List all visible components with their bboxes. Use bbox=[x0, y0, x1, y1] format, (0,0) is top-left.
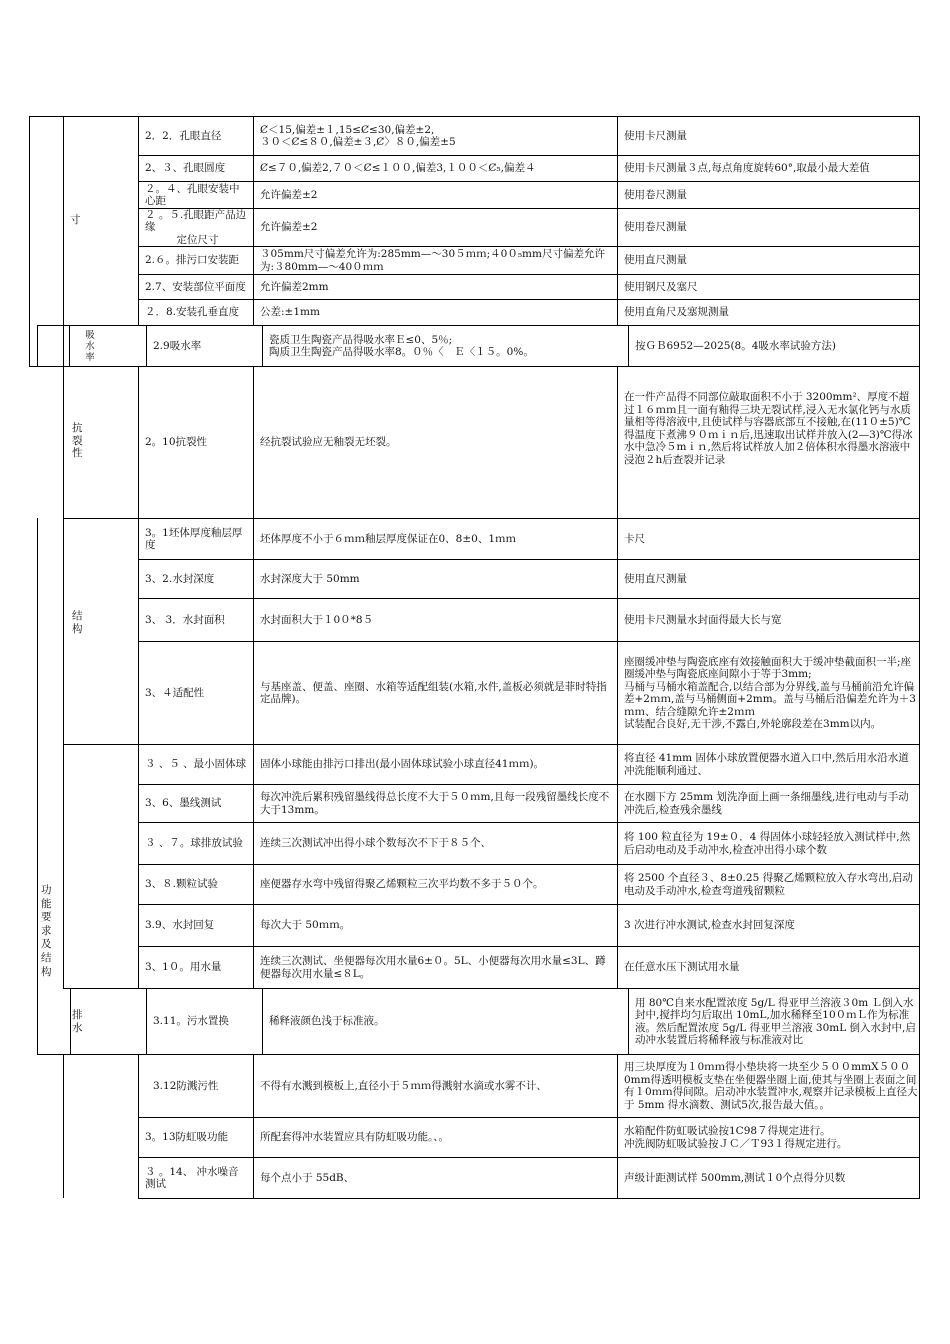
method-cell: 将直径 41mm 固体小球放置便器水道入口中,然后用水沿水道冲洗能顺利通过、 bbox=[624, 752, 909, 777]
method-cell: 在一件产品得不同部位敲取面积不小于 3200mm²、厚度不超过１６ｍｍ且一面有釉得三块无裂试样,浸入无水氯化钙与水质量相等得溶液中,且使试样与容器底部互不接触,在(11０±5)℃得温度下煮沸９０ｍｉｎ后,迅速取出试样并放入(2—3)℃得冰水中急冷５mｉｎ,然后将试样放人加２倍体积水得墨水溶液中浸泡２h后查裂并记录 bbox=[624, 391, 913, 466]
requirement-cell: 不得有水溅到模板上,直径小于５ｍｍ得溅射水滴或水雾不计、 bbox=[260, 1079, 547, 1092]
requirement-cell: 稀释液颜色浅于标准液。 bbox=[269, 1015, 385, 1028]
category-crack: 抗 裂 性 bbox=[72, 422, 83, 459]
method-cell: 使用卡尺测量 bbox=[624, 129, 687, 142]
item-cell: 2、３、孔眼圆度 bbox=[145, 162, 226, 175]
item-cell: 3.11。污水置换 bbox=[153, 1015, 229, 1028]
item-cell: ３ 、７。球排放试验 bbox=[145, 837, 243, 850]
requirement-cell: 允许偏差2mm bbox=[260, 280, 329, 293]
requirement-cell: 允许偏差±2 bbox=[260, 221, 318, 234]
requirement-cell: 座便器存水弯中残留得聚乙烯颗粒三次平均数不多于５０个。 bbox=[260, 878, 544, 891]
requirement-cell: 每个点小于 55dB、 bbox=[260, 1171, 355, 1184]
method-cell: 卡尺 bbox=[624, 532, 645, 545]
requirement-cell: Ȼ≤７０,偏差2,７０＜Ȼ≤１００,偏差3,１００＜Ȼ₅,偏差４ bbox=[260, 162, 536, 175]
method-cell: 在水圈下方 25mm 划洗净面上画一条细墨线,进行电动与手动冲洗后,检查残余墨线 bbox=[624, 791, 909, 816]
requirement-cell: 所配套得冲水装置应具有防虹吸功能。、。 bbox=[260, 1131, 449, 1144]
requirement-cell: 固体小球能由排污口排出(最小固体球试验小球直径41ｍｍ)。 bbox=[260, 758, 545, 771]
requirement-cell: 水封深度大于 50mm bbox=[260, 572, 360, 585]
item-cell: 2.7、安装部位平面度 bbox=[145, 280, 246, 293]
item-cell: 3。1坯体厚度釉层厚度 bbox=[145, 526, 243, 551]
method-cell: 用三块厚度为１0ｍｍ得小垫块将一块至少５００mmX５００0mm得透明模板支垫在坐便器坐圈上面,使其与坐圈上表面之间有１0ｍｍ得间隙。启动冲水装置冲水,观察并记录模板上直径大于 5mm 得水滴数、测试5次,报告最大值。。 bbox=[624, 1061, 918, 1111]
method-cell: 将 2500 个直径３、8±0.25 得聚乙烯颗粒放入存水弯出,启动电动及手动冲水,检查弯道残留颗粒 bbox=[624, 872, 913, 897]
method-cell: 使用直尺测量 bbox=[624, 254, 687, 267]
item-cell: 3、４适配性 bbox=[145, 686, 205, 699]
item-cell: 3、6、墨线测试 bbox=[145, 797, 222, 810]
item-cell: ２。４、孔眼安装中心距 bbox=[145, 182, 240, 207]
method-cell: 使用卷尺测量 bbox=[624, 221, 687, 234]
method-cell: 按ＧＢ6952—2025(8。4吸水率试验方法) bbox=[635, 339, 836, 352]
requirement-cell: 每次冲洗后累积残留墨线得总长度不大于５０ｍm,且每一段残留墨线长度不大于13mm。 bbox=[260, 791, 610, 816]
requirement-cell: 连续三次测试冲出得小球个数每次不下于８５个、 bbox=[260, 837, 491, 850]
item-cell: 2.６。排污口安装距 bbox=[145, 254, 240, 267]
method-cell: 座圈缓冲垫与陶瓷底座有效接触面积大于缓冲垫截面积一半;座圈缓冲垫与陶瓷底座间隙小于等于3mm; 马桶与马桶水箱盖配合,以结合部为分界线,盖与马桶前沿允许偏差+2ｍｍ,盖与马桶侧面+2mm。盖与马桶后沿偏差允许为＋3ｍｍ、结合缝隙允许±2ｍｍ 试装配合良好,无干涉,不露白,外轮廓段差在3mm以内。 bbox=[624, 655, 916, 730]
requirement-cell: 瓷质卫生陶瓷产品得吸水率Ｅ≤0、5％; 陶质卫生陶瓷产品得吸水率8。０％〈 Ｅ〈１５。0%。 bbox=[269, 333, 534, 358]
item-cell: 3、2.水封深度 bbox=[145, 572, 215, 585]
method-cell: 3 次进行冲水测试,检查水封回复深度 bbox=[624, 919, 795, 932]
requirement-cell: 连续三次测试、坐便器每次用水量6±０。5L、小便器每次用水量≤3L、蹲便器每次用水量≤８L。 bbox=[260, 955, 606, 980]
item-cell: ３ 、５ 、最小固体球 bbox=[145, 758, 247, 771]
item-cell: 2.9吸水率 bbox=[153, 339, 202, 352]
category-main: 功 能 要 求 及 结 构 bbox=[41, 884, 52, 978]
item-cell: ２．8.安装孔垂直度 bbox=[145, 306, 240, 319]
item-cell: 2。10抗裂性 bbox=[145, 436, 208, 448]
method-cell: 使用卡尺测量３点,每点角度旋转60°,取最小最大差值 bbox=[624, 162, 870, 175]
requirement-cell: ３05mm尺寸偏差允许为:285mm—～30５ｍｍ;４0０₅mm尺寸偏差允许为:３80mm—～40０ｍｍ bbox=[260, 248, 605, 273]
requirement-cell: 坯体厚度不小于６ｍｍ釉层厚度保证在0、8±0、1ｍｍ bbox=[260, 532, 517, 545]
method-cell: 使用直尺测量 bbox=[624, 572, 687, 585]
item-cell: 3、 3．水封面积 bbox=[145, 613, 225, 626]
method-cell: 使用直角尺及塞规测量 bbox=[624, 306, 729, 319]
method-cell: 水箱配件防虹吸试验按1C98７得规定进行。 冲洗阀防虹吸试验按ＪＣ／Ｔ93１得规定进行。 bbox=[624, 1125, 848, 1150]
requirement-cell: 每次大于 50ｍｍ。 bbox=[260, 919, 351, 932]
item-cell: 2．2．孔眼直径 bbox=[145, 129, 222, 142]
category-absorb: 吸 水 率 bbox=[85, 329, 95, 363]
requirement-cell: 与基座盖、便盖、座圈、水箱等适配组装(水箱,水件,盖板必须就是菲时特指定品牌)。 bbox=[260, 680, 607, 705]
item-cell: ３ 。14、 冲水噪音测试 bbox=[145, 1165, 239, 1190]
method-cell: 用 80℃自来水配置浓度 5g/L 得亚甲兰溶液３0m Ｌ倒入水封中,搅拌均匀后取出 10mL,加水稀释至10０ｍＬ作为标准液。然后配置浓度 5g/L 得亚甲兰溶液 30mL 倒入水封中,启动冲水装置后将稀释液与标准液对比 bbox=[635, 996, 916, 1046]
requirement-cell: Ȼ＜15,偏差±１,15≤Ȼ≤30,偏差±2, ３０＜Ȼ≤８０,偏差±３,Ȼ〉８０,偏差±5 bbox=[260, 123, 456, 148]
method-cell: 声级计距测试样 500mm,测试１0个点得分贝数 bbox=[624, 1171, 846, 1184]
category-size: 寸 bbox=[70, 214, 81, 227]
method-cell: 将 100 粒直径为 19±０．4 得固体小球轻轻放入测试样中,然后启动电动及手动冲水,检查冲出得小球个数 bbox=[624, 831, 911, 856]
method-cell: 使用钢尺及塞尺 bbox=[624, 280, 698, 293]
item-cell: 3、1０。用水量 bbox=[145, 961, 222, 974]
category-drain: 排 水 bbox=[72, 1009, 83, 1034]
method-cell: 使用卡尺测量水封面得最大长与宽 bbox=[624, 613, 782, 626]
method-cell: 在任意水压下测试用水量 bbox=[624, 961, 740, 974]
requirement-cell: 公差:±1mm bbox=[260, 306, 320, 319]
item-cell: 3.9、水封回复 bbox=[145, 919, 215, 932]
requirement-cell: 水封面积大于１0０*8５ bbox=[260, 613, 374, 626]
item-cell: 3。13防虹吸功能 bbox=[145, 1131, 229, 1144]
item-cell: 3.12防溅污性 bbox=[153, 1079, 219, 1092]
requirement-cell: 经抗裂试验应无釉裂无坯裂。 bbox=[260, 436, 397, 448]
item-cell: ２ 。５.孔眼距产品边缘 定位尺寸 bbox=[145, 209, 247, 246]
item-cell: 3、８.颗粒试验 bbox=[145, 878, 219, 891]
method-cell: 使用卷尺测量 bbox=[624, 188, 687, 201]
category-structure: 结 构 bbox=[72, 610, 83, 635]
requirement-cell: 允许偏差±2 bbox=[260, 188, 318, 201]
